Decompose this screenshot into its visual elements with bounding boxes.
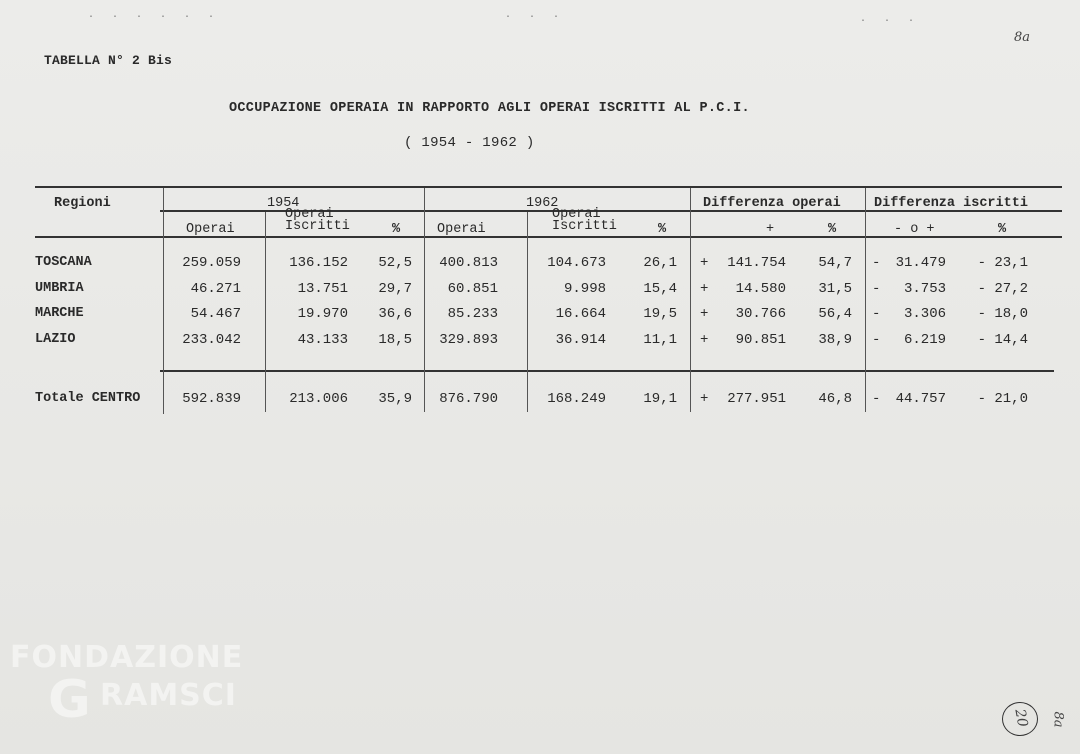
watermark-ramsci: RAMSCI (100, 678, 237, 713)
cell-pct54: 36,6 (378, 306, 412, 322)
cell-isc54: 213.006 (289, 391, 348, 407)
cell-pct62: 19,1 (643, 391, 677, 407)
subheader-line-bottom: Iscritti (285, 219, 350, 234)
col-divider (865, 188, 866, 412)
cell-dop: 141.754 (727, 255, 786, 271)
subheader-operai-1954: Operai (186, 222, 235, 237)
cell-isc62: 9.998 (563, 281, 606, 297)
cell-dop: 14.580 (735, 281, 786, 297)
header-year-1954: 1954 (267, 196, 300, 211)
cell-isc54: 19.970 (297, 306, 348, 322)
col-divider (265, 212, 266, 412)
cell-pct62: 19,5 (643, 306, 677, 322)
cell-op62: 400.813 (439, 255, 498, 271)
cell-op54: 592.839 (182, 391, 241, 407)
cell-dop-pct: 38,9 (818, 332, 852, 348)
cell-dis: 6.219 (903, 332, 946, 348)
circled-number-text: 20 (1011, 707, 1031, 729)
cell-dis: 31.479 (895, 255, 946, 271)
paper-specks: . . . (860, 14, 921, 25)
cell-dop-sign: + (700, 306, 709, 322)
cell-dop-sign: + (700, 332, 709, 348)
document-title: OCCUPAZIONE OPERAIA IN RAPPORTO AGLI OPERAI ISCRITTI AL P.C.I. (229, 101, 750, 116)
cell-pct54: 18,5 (378, 332, 412, 348)
watermark-fondazione: FONDAZIONE (10, 640, 244, 675)
cell-op62: 85.233 (447, 306, 498, 322)
page-mark-bottom: 8a (1050, 711, 1066, 728)
paper-specks: . . . (505, 10, 566, 21)
cell-regione: Totale CENTRO (35, 391, 141, 406)
cell-isc62: 168.249 (547, 391, 606, 407)
cell-regione: MARCHE (35, 306, 84, 321)
header-regioni: Regioni (54, 196, 111, 211)
cell-dop-pct: 46,8 (818, 391, 852, 407)
cell-dis-pct: - 27,2 (977, 281, 1028, 297)
cell-dop: 90.851 (735, 332, 786, 348)
cell-dop: 277.951 (727, 391, 786, 407)
cell-isc62: 104.673 (547, 255, 606, 271)
subheader-minus-o-plus: - o + (894, 222, 935, 237)
cell-dis-pct: - 14,4 (977, 332, 1028, 348)
cell-dis-sign: - (872, 281, 881, 297)
cell-pct54: 52,5 (378, 255, 412, 271)
cell-regione: LAZIO (35, 332, 76, 347)
cell-pct62: 11,1 (643, 332, 677, 348)
cell-dop: 30.766 (735, 306, 786, 322)
cell-dis-pct: - 21,0 (977, 391, 1028, 407)
cell-regione: TOSCANA (35, 255, 92, 270)
cell-dop-pct: 31,5 (818, 281, 852, 297)
cell-dis-sign: - (872, 391, 881, 407)
cell-op62: 60.851 (447, 281, 498, 297)
cell-op62: 876.790 (439, 391, 498, 407)
cell-isc54: 13.751 (297, 281, 348, 297)
table-top-rule (35, 186, 1062, 188)
cell-isc62: 16.664 (555, 306, 606, 322)
header-differenza-operai: Differenza operai (703, 196, 841, 211)
page-mark-top: 8a (1014, 30, 1031, 45)
cell-dis: 3.306 (903, 306, 946, 322)
cell-op62: 329.893 (439, 332, 498, 348)
cell-op54: 259.059 (182, 255, 241, 271)
cell-op54: 54.467 (190, 306, 241, 322)
subheader-pct-diff-operai: % (828, 222, 837, 237)
cell-dis-pct: - 23,1 (977, 255, 1028, 271)
cell-dop-pct: 54,7 (818, 255, 852, 271)
cell-dis: 44.757 (895, 391, 946, 407)
col-divider (690, 188, 691, 412)
cell-dop-sign: + (700, 255, 709, 271)
cell-dop-sign: + (700, 391, 709, 407)
table-label: TABELLA N° 2 Bis (44, 53, 173, 68)
subheader-pct-diff-iscritti: % (998, 222, 1007, 237)
cell-dis-sign: - (872, 306, 881, 322)
cell-pct54: 35,9 (378, 391, 412, 407)
col-divider (163, 188, 164, 414)
cell-pct62: 15,4 (643, 281, 677, 297)
cell-pct62: 26,1 (643, 255, 677, 271)
cell-dop-pct: 56,4 (818, 306, 852, 322)
subheader-line-bottom: Iscritti (552, 219, 617, 234)
subheader-pct-1962: % (658, 222, 667, 237)
cell-isc62: 36.914 (555, 332, 606, 348)
subheader-plus: + (766, 222, 775, 237)
cell-regione: UMBRIA (35, 281, 84, 296)
watermark-g-letter: G (48, 670, 92, 730)
cell-op54: 233.042 (182, 332, 241, 348)
cell-pct54: 29,7 (378, 281, 412, 297)
circled-number (1002, 702, 1038, 736)
subheader-line-top: Operai (285, 207, 334, 222)
subheader-line-top: Operai (552, 207, 601, 222)
cell-dis-sign: - (872, 255, 881, 271)
period-range: ( 1954 - 1962 ) (404, 135, 535, 151)
header-year-1962: 1962 (526, 196, 559, 211)
subheader-operai-1962: Operai (437, 222, 486, 237)
cell-dis-sign: - (872, 332, 881, 348)
paper-specks: . . . . . . (88, 10, 221, 21)
cell-op54: 46.271 (190, 281, 241, 297)
header-differenza-iscritti: Differenza iscritti (874, 196, 1028, 211)
subheader-pct-1954: % (392, 222, 401, 237)
col-divider (424, 188, 425, 412)
subheader-operai-iscritti-1954 (285, 209, 350, 233)
cell-isc54: 43.133 (297, 332, 348, 348)
cell-dis-pct: - 18,0 (977, 306, 1028, 322)
cell-isc54: 136.152 (289, 255, 348, 271)
cell-dis: 3.753 (903, 281, 946, 297)
total-top-rule (160, 370, 1054, 372)
subheader-operai-iscritti-1962 (552, 209, 617, 233)
cell-dop-sign: + (700, 281, 709, 297)
